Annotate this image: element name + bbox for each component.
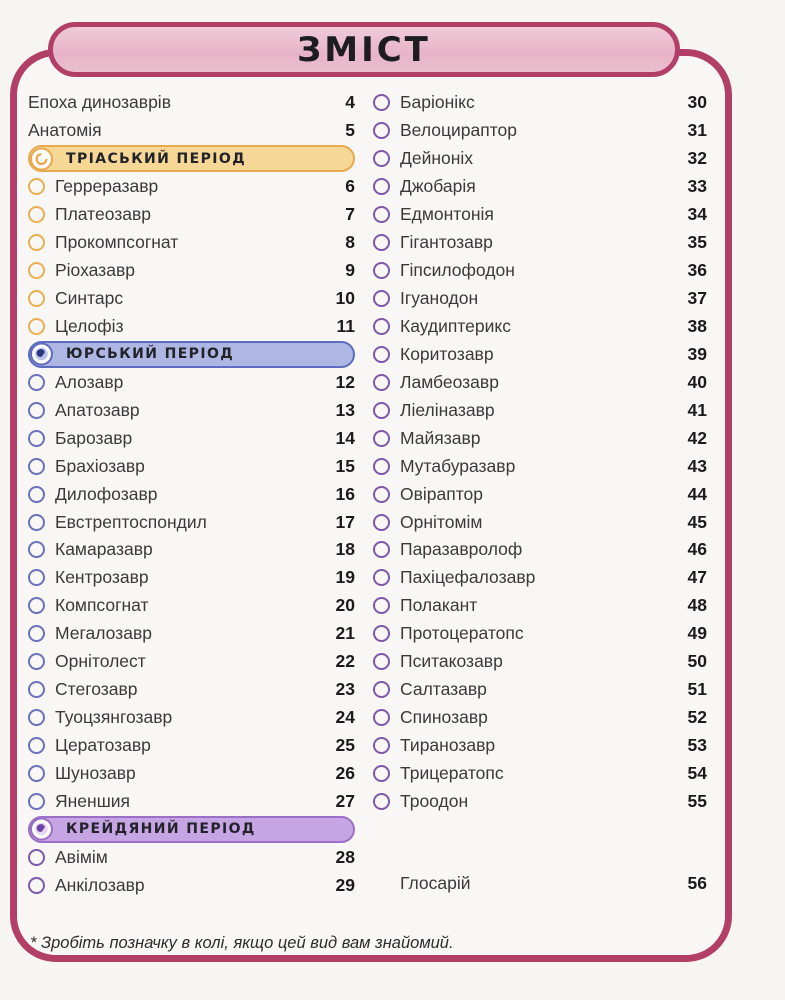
toc-column-left <box>28 89 355 899</box>
page-number: 44 <box>687 483 707 504</box>
toc-row <box>373 313 707 341</box>
section-header-row <box>28 340 355 368</box>
entry-label: Едмонтонія <box>400 204 494 225</box>
page-number: 11 <box>336 315 355 336</box>
page-number: 23 <box>335 679 355 700</box>
entry-label: Яненшия <box>55 790 130 811</box>
toc-row <box>373 536 707 564</box>
toc-row <box>28 89 355 117</box>
period-badge <box>30 818 53 841</box>
section-header <box>28 816 355 843</box>
entry-label: Гіпсилофодон <box>400 260 515 281</box>
section-header-row <box>28 145 355 173</box>
page-title: ЗМІСТ <box>297 29 431 70</box>
entry-label: Камаразавр <box>55 539 153 560</box>
check-circle[interactable] <box>28 402 45 419</box>
toc-row <box>28 313 355 341</box>
toc-row <box>373 732 707 760</box>
toc-row <box>373 368 707 396</box>
page-number: 15 <box>335 455 355 476</box>
toc-row <box>373 676 707 704</box>
toc-row <box>28 508 355 536</box>
toc-row <box>28 201 355 229</box>
page-number: 49 <box>687 623 707 644</box>
toc-row <box>373 201 707 229</box>
page-number: 39 <box>687 343 707 364</box>
page-number: 30 <box>687 92 707 113</box>
entry-label: Овіраптор <box>400 483 484 504</box>
page-number: 46 <box>687 539 707 560</box>
page-number: 22 <box>335 651 355 672</box>
check-circle[interactable] <box>28 849 45 866</box>
check-circle[interactable] <box>373 234 390 251</box>
page-number: 27 <box>335 790 355 811</box>
toc-row <box>28 452 355 480</box>
toc-row <box>373 173 707 201</box>
check-circle[interactable] <box>28 430 45 447</box>
entry-label: Майязавр <box>400 427 481 448</box>
entry-label: Паразавролоф <box>400 539 523 560</box>
check-circle[interactable] <box>373 597 390 614</box>
page-number: 56 <box>687 872 707 893</box>
entry-label: Баріонікс <box>400 92 475 113</box>
toc-row <box>373 869 707 897</box>
check-circle[interactable] <box>28 234 45 251</box>
page-number: 54 <box>687 762 707 783</box>
toc-row <box>28 760 355 788</box>
page-number: 52 <box>687 707 707 728</box>
entry-label: Компсогнат <box>55 595 149 616</box>
toc-row <box>28 564 355 592</box>
toc-row <box>373 285 707 313</box>
entry-label: Герреразавр <box>55 176 159 197</box>
check-circle[interactable] <box>373 737 390 754</box>
toc-row <box>373 145 707 173</box>
page-number: 37 <box>687 288 707 309</box>
toc-column-right <box>373 89 707 897</box>
check-circle[interactable] <box>373 346 390 363</box>
toc-row <box>28 843 355 871</box>
entry-label: Орнітолест <box>55 651 146 672</box>
page-number: 50 <box>687 651 707 672</box>
toc-row <box>373 704 707 732</box>
page-number: 10 <box>335 288 355 309</box>
page-number: 29 <box>335 874 355 895</box>
toc-row <box>28 173 355 201</box>
entry-label: Алозавр <box>55 371 124 392</box>
check-circle[interactable] <box>373 486 390 503</box>
entry-label: Анкілозавр <box>55 874 145 895</box>
toc-row <box>373 257 707 285</box>
page-number: 12 <box>335 371 355 392</box>
column-spacer <box>373 815 707 869</box>
check-circle[interactable] <box>28 206 45 223</box>
period-badge <box>30 343 53 366</box>
check-circle[interactable] <box>373 625 390 642</box>
section-header <box>28 145 355 172</box>
check-circle[interactable] <box>28 569 45 586</box>
entry-label: Прокомпсогнат <box>55 232 179 253</box>
page-number: 45 <box>687 511 707 532</box>
entry-label: Ріохазавр <box>55 260 135 281</box>
entry-label: Мутабуразавр <box>400 455 516 476</box>
entry-label: Ламбеозавр <box>400 371 499 392</box>
entry-label: Глосарій <box>400 872 471 893</box>
entry-label: Трицератопс <box>400 762 504 783</box>
toc-row <box>28 871 355 899</box>
toc-row <box>373 648 707 676</box>
toc-row <box>28 117 355 145</box>
toc-row <box>373 564 707 592</box>
entry-label: Велоцираптор <box>400 120 517 141</box>
check-circle[interactable] <box>28 262 45 279</box>
check-circle[interactable] <box>28 458 45 475</box>
page-number: 5 <box>345 120 355 141</box>
check-circle[interactable] <box>373 290 390 307</box>
toc-row <box>28 257 355 285</box>
entry-label: Коритозавр <box>400 343 494 364</box>
page-number: 16 <box>335 483 355 504</box>
entry-label: Барозавр <box>55 427 133 448</box>
entry-label: Синтарс <box>55 288 124 309</box>
toc-row <box>373 340 707 368</box>
section-header-label: КРЕЙДЯНИЙ ПЕРІОД <box>66 821 256 838</box>
check-circle[interactable] <box>28 541 45 558</box>
check-circle[interactable] <box>28 318 45 335</box>
toc-row <box>28 676 355 704</box>
entry-label: Орнітомім <box>400 511 483 532</box>
toc-row <box>373 229 707 257</box>
page-number: 18 <box>335 539 355 560</box>
toc-row <box>373 480 707 508</box>
check-circle[interactable] <box>373 681 390 698</box>
page-number: 24 <box>335 707 355 728</box>
entry-label: Троодон <box>400 790 469 811</box>
check-circle[interactable] <box>373 262 390 279</box>
entry-label: Кентрозавр <box>55 567 149 588</box>
check-circle[interactable] <box>373 318 390 335</box>
toc-row <box>373 592 707 620</box>
entry-label: Каудиптерикс <box>400 315 512 336</box>
toc-row <box>28 592 355 620</box>
check-circle[interactable] <box>373 709 390 726</box>
section-header <box>28 341 355 368</box>
entry-label: Гігантозавр <box>400 232 493 253</box>
toc-row <box>28 620 355 648</box>
page-number: 28 <box>335 846 355 867</box>
page-number: 41 <box>687 399 707 420</box>
check-circle[interactable] <box>28 290 45 307</box>
page-number: 38 <box>687 315 707 336</box>
check-circle[interactable] <box>28 709 45 726</box>
check-circle[interactable] <box>28 877 45 894</box>
entry-label: Джобарія <box>400 176 476 197</box>
check-circle[interactable] <box>373 150 390 167</box>
entry-label: Евстрептоспондил <box>55 511 207 532</box>
check-circle[interactable] <box>28 793 45 810</box>
footnote: * Зробіть позначку в колі, якщо цей вид вам знайомий. <box>30 934 454 952</box>
entry-label: Полакант <box>400 595 478 616</box>
page-number: 25 <box>335 735 355 756</box>
check-circle[interactable] <box>373 541 390 558</box>
check-circle[interactable] <box>373 653 390 670</box>
check-circle[interactable] <box>373 765 390 782</box>
page-number: 35 <box>687 232 707 253</box>
check-circle[interactable] <box>373 178 390 195</box>
page-number: 7 <box>345 204 355 225</box>
toc-row <box>373 508 707 536</box>
page-number: 32 <box>687 148 707 169</box>
toc-row <box>28 536 355 564</box>
entry-label: Платеозавр <box>55 204 152 225</box>
entry-label: Цератозавр <box>55 735 151 756</box>
page-number: 26 <box>335 762 355 783</box>
page-number: 51 <box>687 679 707 700</box>
page-number: 55 <box>687 790 707 811</box>
page-number: 9 <box>345 260 355 281</box>
check-circle[interactable] <box>373 374 390 391</box>
check-circle[interactable] <box>28 765 45 782</box>
toc-row <box>373 89 707 117</box>
check-circle[interactable] <box>373 94 390 111</box>
entry-label: Дейноніх <box>400 148 474 169</box>
check-circle[interactable] <box>28 681 45 698</box>
toc-row <box>28 285 355 313</box>
entry-label: Шунозавр <box>55 762 136 783</box>
toc-row <box>373 787 707 815</box>
entry-label: Ігуанодон <box>400 288 479 309</box>
check-circle[interactable] <box>373 514 390 531</box>
entry-label: Тиранозавр <box>400 735 496 756</box>
page-number: 19 <box>335 567 355 588</box>
page-number: 14 <box>335 427 355 448</box>
toc-row <box>28 732 355 760</box>
page-number: 34 <box>687 204 707 225</box>
check-circle[interactable] <box>28 514 45 531</box>
page-number: 42 <box>687 427 707 448</box>
entry-label: Стегозавр <box>55 679 138 700</box>
toc-row <box>373 117 707 145</box>
page-number: 13 <box>335 399 355 420</box>
entry-label: Пахіцефалозавр <box>400 567 536 588</box>
toc-row <box>28 480 355 508</box>
check-circle[interactable] <box>28 486 45 503</box>
entry-label: Анатомія <box>28 120 102 141</box>
check-circle[interactable] <box>373 430 390 447</box>
check-circle[interactable] <box>28 178 45 195</box>
entry-label: Салтазавр <box>400 679 487 700</box>
toc-row <box>373 760 707 788</box>
entry-label: Авімім <box>55 846 108 867</box>
entry-label: Туоцзянгозавр <box>55 707 173 728</box>
page-number: 47 <box>687 567 707 588</box>
entry-label: Пситакозавр <box>400 651 503 672</box>
page-number: 33 <box>687 176 707 197</box>
entry-label: Ліеліназавр <box>400 399 495 420</box>
check-circle[interactable] <box>28 597 45 614</box>
toc-row <box>28 229 355 257</box>
page-number: 40 <box>687 371 707 392</box>
toc-row <box>373 396 707 424</box>
page-number: 36 <box>687 260 707 281</box>
check-circle[interactable] <box>28 625 45 642</box>
toc-row <box>28 648 355 676</box>
check-circle[interactable] <box>28 653 45 670</box>
toc-row <box>373 620 707 648</box>
toc-row <box>28 368 355 396</box>
page-number: 17 <box>335 511 355 532</box>
check-circle[interactable] <box>28 374 45 391</box>
page-number: 21 <box>335 623 355 644</box>
check-circle[interactable] <box>373 458 390 475</box>
entry-label: Протоцератопс <box>400 623 524 644</box>
entry-label: Целофіз <box>55 315 124 336</box>
page-number: 31 <box>687 120 707 141</box>
check-circle[interactable] <box>373 569 390 586</box>
check-circle[interactable] <box>373 402 390 419</box>
page-number: 43 <box>687 455 707 476</box>
toc-row <box>28 396 355 424</box>
entry-label: Апатозавр <box>55 399 140 420</box>
title-banner <box>48 22 680 77</box>
period-badge <box>30 147 53 170</box>
globe-icon <box>34 151 49 166</box>
entry-label: Брахіозавр <box>55 455 145 476</box>
section-header-label: ТРІАСЬКИЙ ПЕРІОД <box>66 150 247 167</box>
page-number: 8 <box>345 232 355 253</box>
check-circle[interactable] <box>373 206 390 223</box>
entry-label: Епоха динозаврів <box>28 92 171 113</box>
page-number: 48 <box>687 595 707 616</box>
page-number: 6 <box>345 176 355 197</box>
check-circle[interactable] <box>28 737 45 754</box>
page-number: 4 <box>345 92 355 113</box>
globe-icon <box>34 347 49 362</box>
entry-label: Спинозавр <box>400 707 488 728</box>
check-circle[interactable] <box>373 793 390 810</box>
section-header-label: ЮРСЬКИЙ ПЕРІОД <box>66 346 235 363</box>
entry-label: Дилофозавр <box>55 483 158 504</box>
page-number: 20 <box>335 595 355 616</box>
check-circle[interactable] <box>373 122 390 139</box>
toc-row <box>373 424 707 452</box>
globe-icon <box>34 822 49 837</box>
toc-row <box>28 704 355 732</box>
entry-label: Мегалозавр <box>55 623 152 644</box>
toc-row <box>373 452 707 480</box>
page-number: 53 <box>687 735 707 756</box>
toc-row <box>28 424 355 452</box>
toc-row <box>28 787 355 815</box>
section-header-row <box>28 815 355 843</box>
